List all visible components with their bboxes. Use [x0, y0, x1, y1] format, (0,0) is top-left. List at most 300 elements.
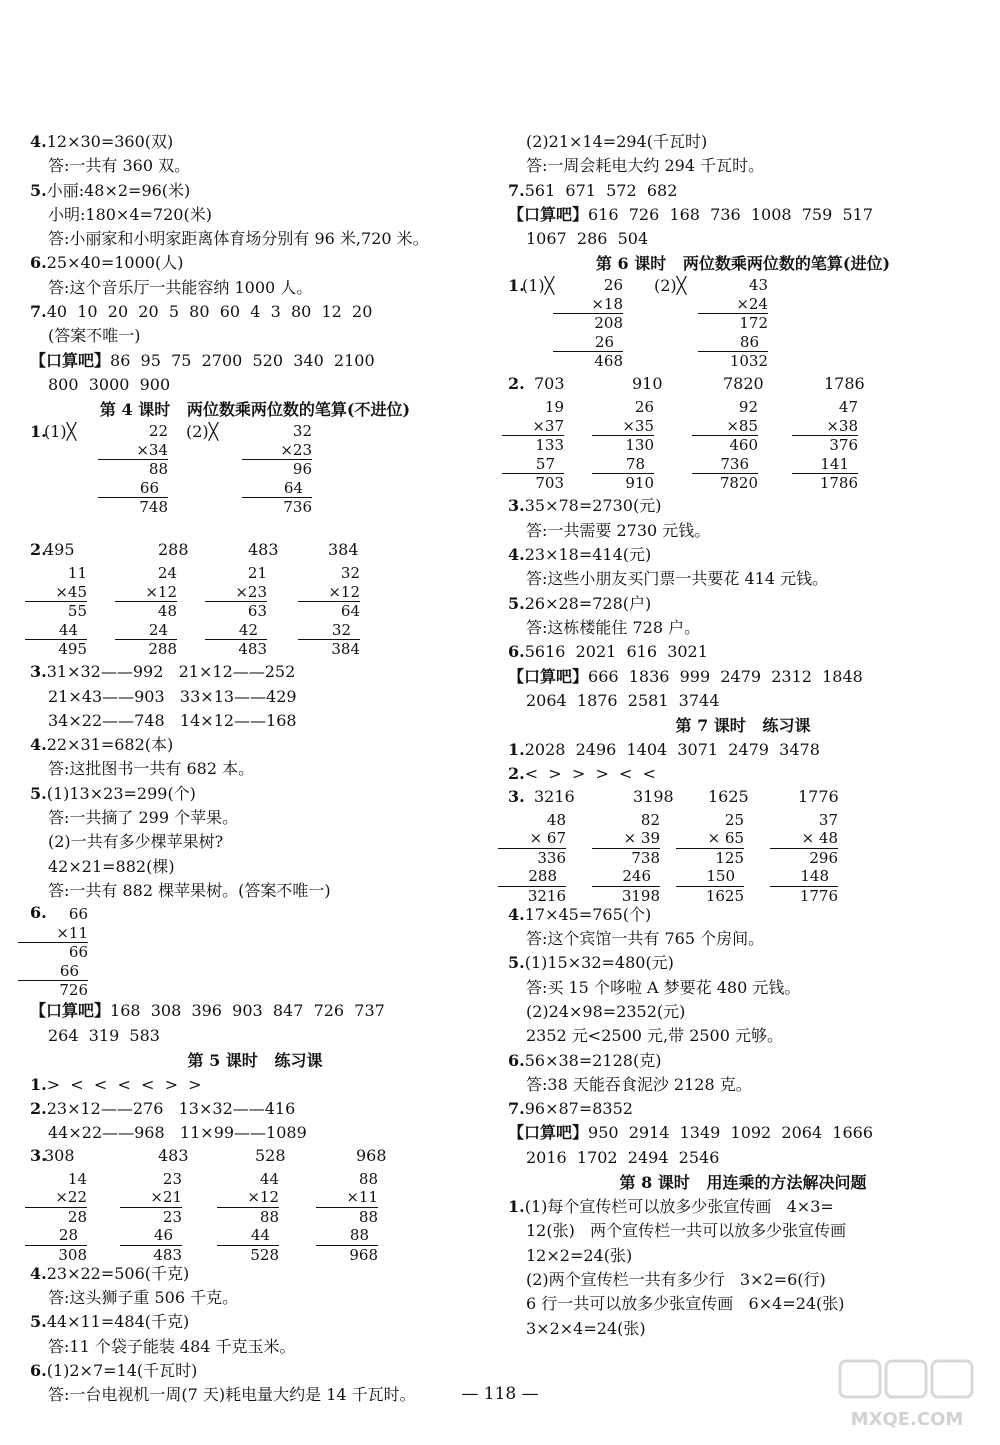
- answer-line: [508, 738, 978, 762]
- right-column: [508, 130, 978, 1341]
- multiplicand: 37: [818, 810, 838, 829]
- answer-text: 31×32——992 21×12——252: [46, 662, 296, 682]
- answer-text: 答:38 天能吞食泥沙 2128 克。: [526, 1074, 752, 1094]
- multiplicand: 24: [157, 564, 177, 583]
- answer-text: 2064 1876 2581 3744: [526, 690, 720, 710]
- answer-text: 答:这栋楼能住 728 户。: [526, 617, 701, 637]
- answer-line: [508, 616, 978, 640]
- question-number: 2.: [30, 1099, 47, 1119]
- partial-product: 57: [502, 455, 564, 475]
- partial-product: 63: [247, 602, 267, 621]
- multiplicand: 47: [838, 398, 858, 417]
- answer-line: [508, 203, 978, 227]
- product: 483: [153, 1245, 182, 1264]
- question-number: 5.: [30, 1312, 47, 1332]
- answer-value: 910: [632, 374, 663, 394]
- answer-line: [30, 276, 480, 300]
- question-number: 6.: [30, 1360, 47, 1380]
- question-number: 3.: [30, 662, 47, 682]
- partial-product: 66: [18, 962, 88, 982]
- answer-text: 小丽:48×2=96(米): [46, 180, 191, 200]
- partial-product: 96: [292, 460, 312, 479]
- lesson5-q3: [30, 1146, 480, 1262]
- product: 910: [625, 474, 654, 493]
- vertical-multiplication: [25, 564, 87, 659]
- answer-text: 1067 286 504: [526, 229, 649, 249]
- answer-line: [30, 1335, 480, 1359]
- multiplicand: 23: [162, 1169, 182, 1188]
- partial-product: 148: [770, 867, 838, 887]
- product: 968: [349, 1245, 378, 1264]
- lesson4-q1-part1: (1)╳: [44, 422, 77, 442]
- multiplicand: 32: [340, 564, 360, 583]
- answer-line: [508, 1244, 978, 1268]
- answer-text: 答:一共有 882 棵苹果树。(答案不唯一): [48, 880, 331, 900]
- watermark-logo-icon: [832, 1355, 982, 1435]
- answer-line: [508, 762, 978, 786]
- multiplier: ×12: [115, 583, 177, 603]
- question-number: 2.: [508, 764, 525, 784]
- vertical-multiplication: [120, 1170, 182, 1265]
- vertical-multiplication: [592, 398, 654, 493]
- answer-line: [508, 951, 978, 975]
- answer-text: (2)21×14=294(千瓦时): [526, 132, 708, 151]
- answer-text: 26×28=728(户): [524, 593, 652, 613]
- lesson4-q2-number: 2.: [30, 540, 47, 560]
- multiplier: ×18: [553, 295, 623, 315]
- product: 748: [139, 498, 168, 517]
- lesson4-q1-number: 1.: [30, 422, 47, 442]
- partial-product: 48: [157, 602, 177, 621]
- partial-product: 460: [729, 436, 758, 455]
- product: 726: [59, 981, 88, 1000]
- answer-line: [508, 1121, 978, 1145]
- vertical-multiplication: [502, 398, 564, 493]
- answer-line: [508, 689, 978, 713]
- answer-text: 35×78=2730(元): [524, 496, 662, 516]
- lesson7-answers: [508, 738, 978, 787]
- watermark-text: MXQE.COM: [850, 1409, 964, 1430]
- partial-product: 24: [115, 621, 177, 641]
- partial-product: 88: [148, 460, 168, 479]
- question-number: 6.: [508, 642, 525, 662]
- multiplier: ×24: [698, 295, 768, 315]
- answer-line: [30, 324, 480, 348]
- multiplicand: 11: [67, 564, 87, 583]
- product: 736: [283, 498, 312, 517]
- answer-line: [30, 1121, 480, 1145]
- answer-text: 42×21=882(棵): [48, 856, 175, 876]
- partial-product: 88: [316, 1226, 378, 1246]
- question-number: 1.: [30, 1074, 47, 1094]
- question-number: 1.: [508, 1197, 525, 1217]
- lesson4-kousuan: [30, 999, 480, 1048]
- question-number: 3.: [508, 496, 525, 516]
- vertical-multiplication: [298, 564, 360, 659]
- lesson4-title: 第 4 课时 两位数乘两位数的笔算(不进位): [99, 400, 411, 420]
- vertical-multiplication: [770, 811, 838, 906]
- answer-line: [30, 1286, 480, 1310]
- question-number: 7.: [508, 1099, 525, 1119]
- product: 1625: [705, 886, 744, 905]
- answer-line: [30, 1097, 480, 1121]
- multiplier: ×23: [242, 441, 312, 461]
- multiplier: ×12: [298, 583, 360, 603]
- answer-text: (2)一共有多少棵苹果树?: [48, 832, 224, 852]
- vertical-multiplication: [316, 1170, 378, 1265]
- multiplier: ×12: [217, 1188, 279, 1208]
- question-number: 6.: [508, 1050, 525, 1070]
- partial-product: 86: [698, 333, 768, 353]
- answer-text: 23×22=506(千克): [46, 1263, 190, 1283]
- answer-value: 703: [534, 374, 565, 394]
- lesson4-q1: [30, 422, 480, 540]
- answer-line: [30, 300, 480, 324]
- multiplicand: 26: [634, 398, 654, 417]
- answer-text: 答:这批图书一共有 682 本。: [48, 759, 255, 779]
- partial-product: 64: [242, 479, 312, 499]
- question-number: 4.: [30, 735, 47, 755]
- multiplier: × 65: [676, 829, 744, 849]
- answer-text: 答:小丽家和小明家距离体育场分别有 96 米,720 米。: [48, 229, 429, 249]
- left-top-answers: [30, 130, 480, 397]
- question-number: 5.: [30, 783, 47, 803]
- multiplicand: 19: [544, 398, 564, 417]
- answer-text: < > > > < <: [524, 764, 656, 784]
- multiplier: ×23: [205, 583, 267, 603]
- multiplicand: 82: [640, 810, 660, 829]
- answer-text: (1)每个宣传栏可以放多少张宣传画 4×3=: [524, 1197, 834, 1217]
- answer-value: 384: [328, 540, 359, 560]
- product: 308: [58, 1245, 87, 1264]
- lesson8-title: 第 8 课时 用连乘的方法解决问题: [619, 1173, 867, 1193]
- answer-line: [30, 830, 480, 854]
- answer-text: 950 2914 1349 1092 2064 1666: [588, 1123, 874, 1143]
- answer-line: [508, 1073, 978, 1097]
- multiplicand: 21: [247, 564, 267, 583]
- answer-line: [30, 1310, 480, 1334]
- answer-text: 86 95 75 2700 520 340 2100: [110, 350, 375, 370]
- answer-text: 答:一共摘了 299 个苹果。: [48, 808, 239, 828]
- answer-line: [508, 927, 978, 951]
- partial-product: 32: [298, 621, 360, 641]
- question-number: 5.: [508, 593, 525, 613]
- answer-line: [508, 1195, 978, 1219]
- answer-line: [508, 519, 978, 543]
- answer-line: [30, 154, 480, 178]
- question-number: 【口算吧】: [30, 350, 111, 370]
- question-number: 【口算吧】: [30, 1001, 111, 1021]
- partial-product: 78: [592, 455, 654, 475]
- multiplier: × 48: [770, 829, 838, 849]
- lesson6-q2: [508, 374, 978, 494]
- answer-line: [508, 154, 978, 178]
- question-number: 4.: [30, 1263, 47, 1283]
- left-column: [30, 130, 480, 1408]
- product: 468: [594, 352, 623, 371]
- partial-product: 130: [625, 436, 654, 455]
- multiplicand: 88: [358, 1169, 378, 1188]
- answer-text: 答:一共有 360 双。: [48, 156, 191, 176]
- multiplier: ×45: [25, 583, 87, 603]
- partial-product: 288: [498, 867, 566, 887]
- multiplier: ×22: [25, 1188, 87, 1208]
- answer-text: 40 10 20 20 5 80 60 4 3 80 12 20: [46, 302, 373, 322]
- answer-value: 1776: [798, 786, 839, 806]
- partial-product: 133: [535, 436, 564, 455]
- answer-value: 308: [44, 1145, 75, 1165]
- answer-text: 56×38=2128(克): [524, 1050, 662, 1070]
- answer-line: [30, 1024, 480, 1048]
- lesson4-answers: [30, 660, 480, 903]
- multiplicand: 43: [748, 276, 768, 295]
- multiplier: ×11: [18, 924, 88, 944]
- answer-line: [508, 1097, 978, 1121]
- vertical-multiplication: [698, 276, 768, 371]
- product: 288: [148, 640, 177, 659]
- multiplier: ×85: [692, 417, 758, 437]
- partial-product: 55: [67, 602, 87, 621]
- answer-text: 答:一共需要 2730 元钱。: [526, 520, 711, 540]
- answer-value: 1625: [708, 786, 749, 806]
- partial-product: 66: [98, 479, 168, 499]
- vertical-multiplication: [553, 276, 623, 371]
- lesson5-title: 第 5 课时 练习课: [187, 1050, 323, 1070]
- lesson6-title: 第 6 课时 两位数乘两位数的笔算(进位): [595, 254, 891, 274]
- answer-value: 483: [158, 1145, 189, 1165]
- answer-text: 25×40=1000(人): [46, 253, 184, 273]
- vertical-multiplication: [242, 422, 312, 517]
- answer-line: [30, 660, 480, 684]
- answer-line: [508, 494, 978, 518]
- multiplicand: 32: [292, 422, 312, 441]
- answer-line: [30, 806, 480, 830]
- answer-text: (1)13×23=299(个): [46, 783, 196, 803]
- answer-line: [508, 976, 978, 1000]
- answer-line: [508, 903, 978, 927]
- question-number: 7.: [30, 302, 47, 322]
- lesson7-title: 第 7 课时 练习课: [675, 716, 811, 736]
- answer-text: 12×30=360(双): [46, 132, 174, 151]
- multiplicand: 48: [546, 810, 566, 829]
- answer-text: 22×31=682(本): [46, 735, 174, 755]
- question-number: 4.: [30, 132, 47, 151]
- question-number: 【口算吧】: [508, 1123, 589, 1143]
- vertical-multiplication: [18, 905, 88, 1000]
- answer-line: [508, 592, 978, 616]
- question-number: 5.: [30, 180, 47, 200]
- vertical-multiplication: [205, 564, 267, 659]
- lesson4-q6-number: 6.: [30, 903, 47, 923]
- answer-line: [508, 1024, 978, 1048]
- answer-line: [30, 999, 480, 1023]
- multiplicand: 22: [148, 422, 168, 441]
- question-number: 5.: [508, 953, 525, 973]
- partial-product: 296: [809, 848, 838, 867]
- partial-product: 42: [205, 621, 267, 641]
- multiplier: ×21: [120, 1188, 182, 1208]
- partial-product: 246: [592, 867, 660, 887]
- partial-product: 125: [715, 848, 744, 867]
- answer-text: 34×22——748 14×12——168: [48, 710, 297, 730]
- answer-line: [508, 567, 978, 591]
- lesson4-q6: [30, 903, 480, 999]
- answer-line: [30, 733, 480, 757]
- question-number: 【口算吧】: [508, 666, 589, 686]
- answer-line: [30, 685, 480, 709]
- multiplicand: 66: [68, 905, 88, 924]
- answer-text: 12×2=24(张): [526, 1245, 633, 1265]
- answer-line: [30, 130, 480, 154]
- multiplicand: 26: [603, 276, 623, 295]
- answer-line: [30, 179, 480, 203]
- product: 1776: [799, 886, 838, 905]
- answer-line: [508, 1146, 978, 1170]
- answer-line: [30, 782, 480, 806]
- lesson7-q3-number: 3.: [508, 786, 525, 806]
- product: 483: [238, 640, 267, 659]
- answer-value: 7820: [723, 374, 764, 394]
- answer-value: 3198: [633, 786, 674, 806]
- lesson4-q1-part2: (2)╳: [186, 422, 219, 442]
- lesson4-q2: [30, 540, 480, 660]
- answer-line: [508, 543, 978, 567]
- answer-line: [30, 373, 480, 397]
- multiplier: ×37: [502, 417, 564, 437]
- lesson6-q1-part1: (1)╳: [522, 276, 555, 296]
- partial-product: 376: [829, 436, 858, 455]
- partial-product: 28: [67, 1207, 87, 1226]
- answer-value: 483: [248, 540, 279, 560]
- page-number: — 118 —: [461, 1384, 539, 1404]
- answer-text: (1)2×7=14(千瓦时): [46, 1360, 198, 1380]
- answer-text: 561 671 572 682: [524, 180, 678, 200]
- vertical-multiplication: [115, 564, 177, 659]
- product: 3216: [527, 886, 566, 905]
- product: 528: [250, 1245, 279, 1264]
- answer-text: 3×2×4=24(张): [526, 1318, 646, 1338]
- partial-product: 738: [631, 848, 660, 867]
- multiplicand: 44: [259, 1169, 279, 1188]
- answer-text: (1)15×32=480(元): [524, 953, 674, 973]
- lesson7-q3: [508, 787, 978, 903]
- vertical-multiplication: [792, 398, 858, 493]
- answer-text: 17×45=765(个): [524, 904, 652, 924]
- answer-text: 小明:180×4=720(米): [48, 204, 212, 224]
- answer-value: 1786: [824, 374, 865, 394]
- answer-line: [30, 1073, 480, 1097]
- answer-value: 495: [44, 540, 75, 560]
- lesson8-answers: [508, 1195, 978, 1341]
- partial-product: 172: [739, 314, 768, 333]
- vertical-multiplication: [498, 811, 566, 906]
- lesson5-answers: [30, 1073, 480, 1146]
- product: 3198: [621, 886, 660, 905]
- answer-text: 答:11 个袋子能装 484 千克玉米。: [48, 1336, 296, 1356]
- product: 495: [58, 640, 87, 659]
- answer-line: [30, 251, 480, 275]
- answer-line: [508, 130, 978, 154]
- multiplicand: 92: [738, 398, 758, 417]
- vertical-multiplication: [25, 1170, 87, 1265]
- question-number: 7.: [508, 180, 525, 200]
- lesson6-q1-number: 1.: [508, 276, 525, 296]
- question-number: 6.: [30, 253, 47, 273]
- question-number: 4.: [508, 904, 525, 924]
- answer-line: [508, 179, 978, 203]
- answer-text: 答:一台电视机一周(7 天)耗电量大约是 14 千瓦时。: [48, 1385, 416, 1405]
- answer-text: 44×11=484(千克): [46, 1312, 190, 1332]
- vertical-multiplication: [98, 422, 168, 517]
- answer-text: 答:这个宾馆一共有 765 个房间。: [526, 929, 765, 949]
- partial-product: 26: [553, 333, 623, 353]
- product: 1786: [819, 474, 858, 493]
- answer-text: (答案不唯一): [48, 326, 141, 346]
- product: 703: [535, 474, 564, 493]
- multiplicand: 14: [67, 1169, 87, 1188]
- answer-text: (2)两个宣传栏一共有多少行 3×2=6(行): [526, 1269, 826, 1289]
- answer-line: [508, 1000, 978, 1024]
- question-number: 4.: [508, 545, 525, 565]
- product: 1032: [729, 352, 768, 371]
- answer-text: 264 319 583: [48, 1025, 160, 1045]
- partial-product: 88: [259, 1207, 279, 1226]
- vertical-multiplication: [217, 1170, 279, 1265]
- answer-line: [30, 349, 480, 373]
- answer-line: [30, 855, 480, 879]
- answer-text: 96×87=8352: [524, 1099, 633, 1119]
- answer-line: [30, 757, 480, 781]
- answer-text: 答:这些小朋友买门票一共要花 414 元钱。: [526, 569, 829, 589]
- question-number: 1.: [508, 740, 525, 760]
- partial-product: 46: [120, 1226, 182, 1246]
- answer-line: [508, 1317, 978, 1341]
- vertical-multiplication: [676, 811, 744, 906]
- answer-line: [508, 1268, 978, 1292]
- answer-text: (2)24×98=2352(元): [526, 1001, 686, 1021]
- answer-value: 3216: [534, 786, 575, 806]
- partial-product: 141: [792, 455, 858, 475]
- partial-product: 64: [340, 602, 360, 621]
- partial-product: 736: [692, 455, 758, 475]
- partial-product: 28: [25, 1226, 87, 1246]
- partial-product: 44: [25, 621, 87, 641]
- answer-text: 2352 元<2500 元,带 2500 元够。: [526, 1026, 783, 1046]
- answer-line: [508, 1219, 978, 1243]
- lesson6-q1: [508, 276, 978, 374]
- answer-text: 168 308 396 903 847 726 737: [110, 1001, 385, 1021]
- answer-value: 528: [255, 1145, 286, 1165]
- answer-line: [508, 665, 978, 689]
- answer-line: [30, 709, 480, 733]
- multiplier: ×35: [592, 417, 654, 437]
- answer-text: 23×18=414(元): [524, 545, 652, 565]
- answer-text: 2028 2496 1404 3071 2479 3478: [524, 740, 820, 760]
- answer-text: 6 行一共可以放多少张宣传画 6×4=24(张): [526, 1294, 845, 1314]
- answer-value: 968: [356, 1145, 387, 1165]
- right-top-answers: [508, 130, 978, 251]
- answer-text: 23×12——276 13×32——416: [46, 1099, 296, 1119]
- answer-text: 答:买 15 个哆啦 A 梦要花 480 元钱。: [526, 977, 801, 997]
- partial-product: 88: [358, 1207, 378, 1226]
- vertical-multiplication: [592, 811, 660, 906]
- partial-product: 208: [594, 314, 623, 333]
- answer-line: [508, 1292, 978, 1316]
- partial-product: 23: [162, 1207, 182, 1226]
- partial-product: 150: [676, 867, 744, 887]
- answer-line: [508, 227, 978, 251]
- partial-product: 336: [537, 848, 566, 867]
